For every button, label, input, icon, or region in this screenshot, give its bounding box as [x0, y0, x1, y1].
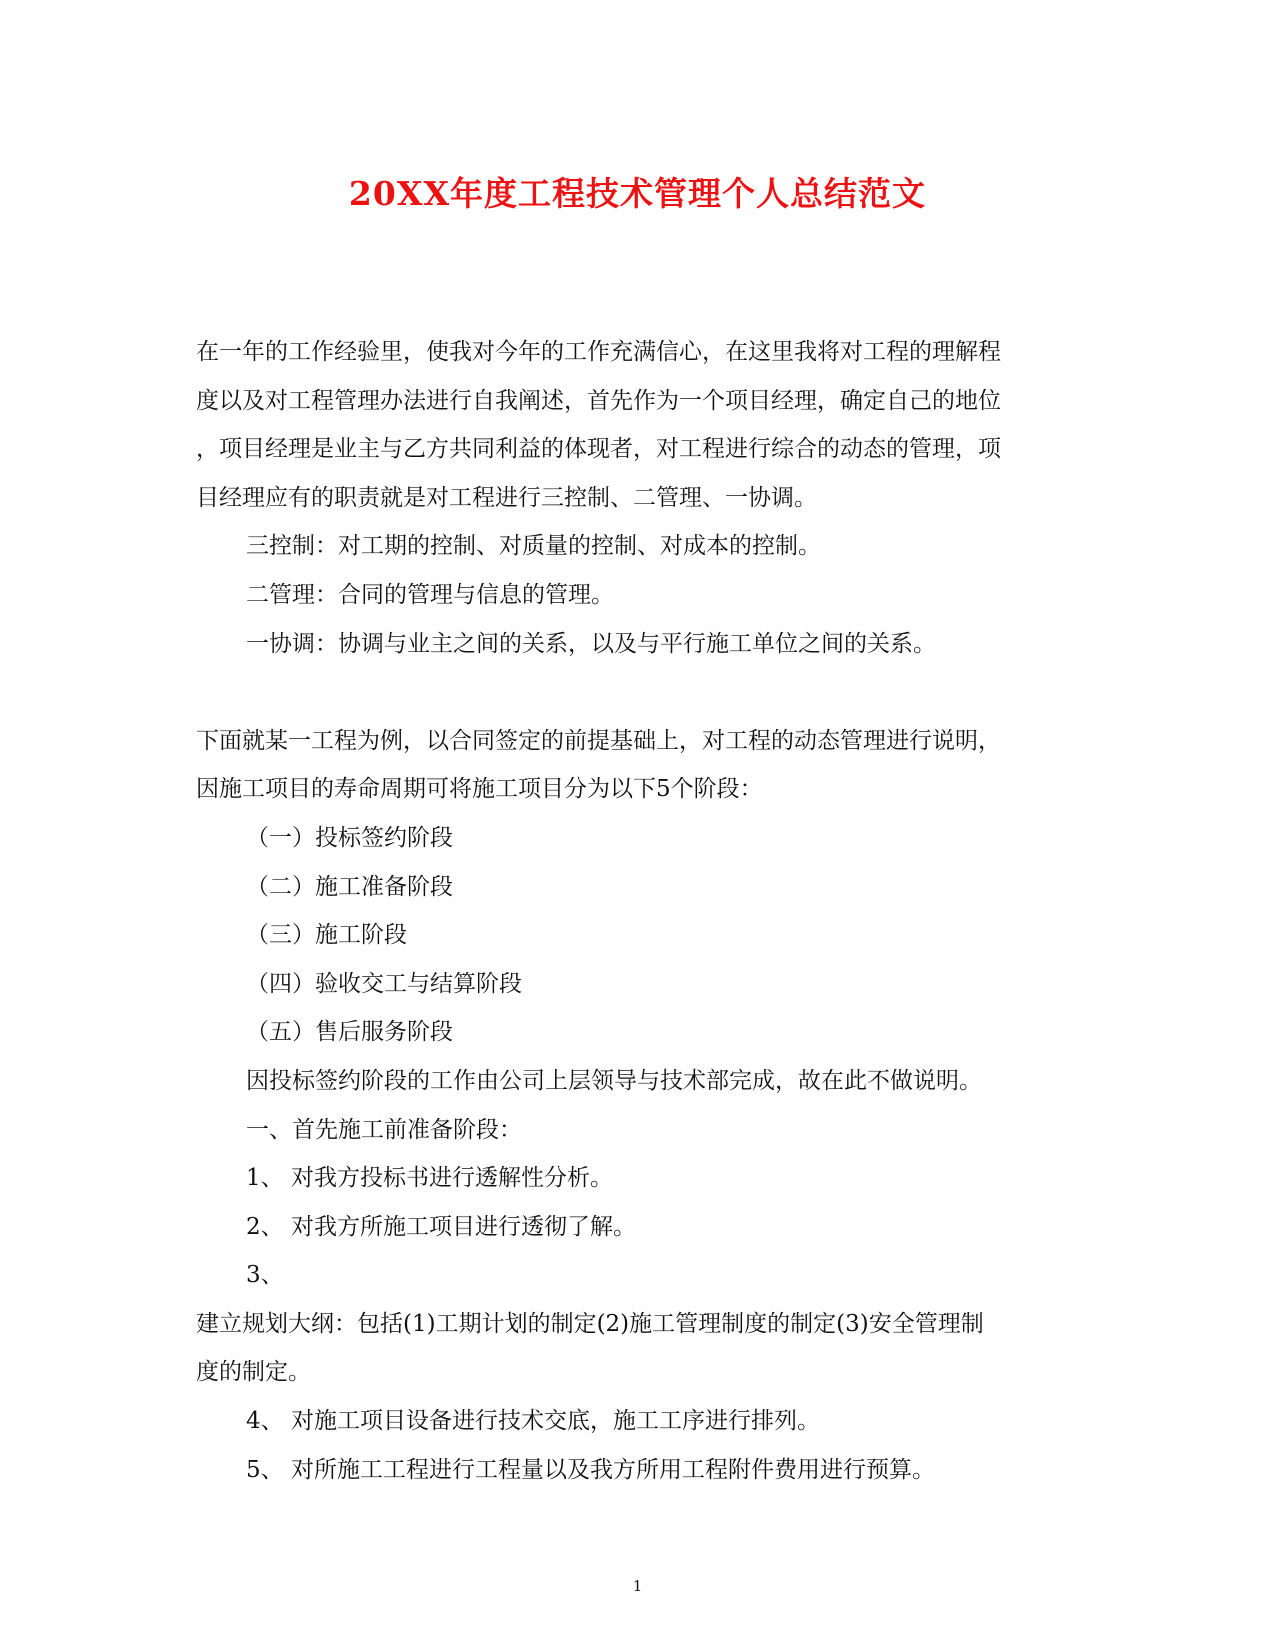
paragraph-line: 度的制定。 — [196, 1359, 311, 1386]
paragraph-spacer — [196, 668, 1076, 717]
paragraph-line: 因施工项目的寿命周期可将施工项目分为以下5个阶段： — [196, 776, 763, 803]
paragraph-line: 因投标签约阶段的工作由公司上层领导与技术部完成，故在此不做说明。 — [246, 1067, 982, 1094]
page-number: 1 — [632, 1577, 643, 1595]
paragraph-line: 建立规划大纲：包括(1)工期计划的制定(2)施工管理制度的制定(3)安全管理制 — [196, 1310, 984, 1337]
list-item: （五）售后服务阶段 — [246, 1019, 453, 1046]
section-heading: 一、首先施工前准备阶段： — [246, 1116, 522, 1143]
document-title: 20XX年度工程技术管理个人总结范文 — [348, 174, 927, 213]
list-item: （三）施工阶段 — [246, 922, 407, 949]
paragraph-line: 二管理：合同的管理与信息的管理。 — [246, 581, 614, 608]
paragraph-line: ，项目经理是业主与乙方共同利益的体现者，对工程进行综合的动态的管理，项 — [196, 436, 1001, 463]
paragraph-line: 目经理应有的职责就是对工程进行三控制、二管理、一协调。 — [196, 484, 817, 511]
list-item: （四）验收交工与结算阶段 — [246, 970, 522, 997]
paragraph-line: 下面就某一工程为例，以合同签定的前提基础上，对工程的动态管理进行说明， — [196, 727, 1001, 754]
list-item: 4、 对施工项目设备进行技术交底，施工工序进行排列。 — [246, 1408, 820, 1435]
document-body — [196, 328, 1076, 1494]
paragraph-line: 一协调：协调与业主之间的关系，以及与平行施工单位之间的关系。 — [246, 630, 936, 657]
list-item: 2、 对我方所施工项目进行透彻了解。 — [246, 1213, 636, 1240]
list-item: 3、 — [246, 1262, 284, 1289]
paragraph-line: 在一年的工作经验里，使我对今年的工作充满信心，在这里我将对工程的理解程 — [196, 339, 1001, 365]
paragraph-line: 三控制：对工期的控制、对质量的控制、对成本的控制。 — [246, 533, 821, 560]
paragraph-line: 度以及对工程管理办法进行自我阐述，首先作为一个项目经理，确定自己的地位 — [196, 387, 1001, 414]
list-item: 5、 对所施工工程进行工程量以及我方所用工程附件费用进行预算。 — [246, 1456, 935, 1483]
list-item: （二）施工准备阶段 — [246, 873, 453, 900]
list-item: 1、 对我方投标书进行透解性分析。 — [246, 1165, 613, 1192]
list-item: （一）投标签约阶段 — [246, 824, 453, 851]
